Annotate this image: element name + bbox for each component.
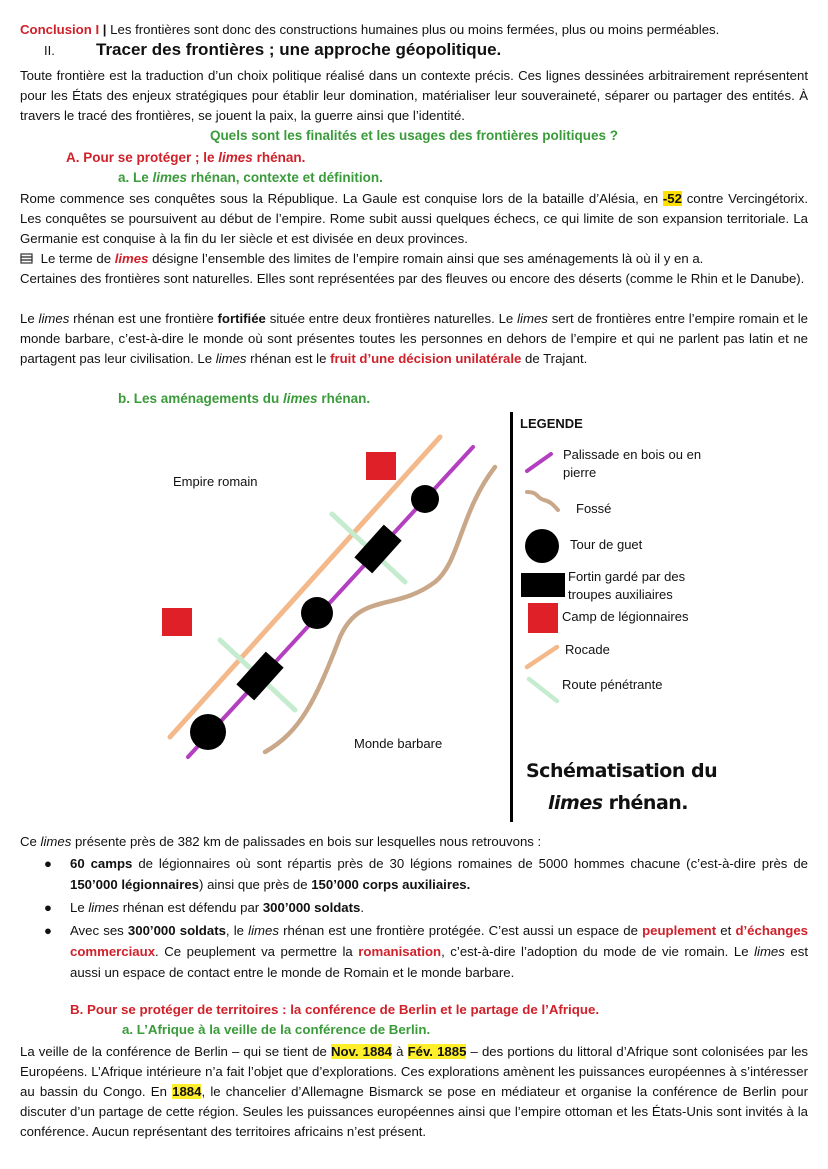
legend-title: LEGENDE: [520, 416, 583, 431]
diagram-caption-line2: limes rhénan.: [548, 792, 689, 814]
legend-panel: [510, 412, 740, 822]
tour-de-guet-2: [301, 597, 333, 629]
legend-swatch-tour: [524, 528, 560, 564]
legend-label-tour: Tour de guet: [570, 537, 643, 552]
rome-paragraph: Rome commence ses conquêtes sous la République. La Gaule est conquise lors de la bataille d’Alésia, en -52 contre Vercingétorix. Les conquêtes se poursuivent au début de l’empire. Rome subit aussi quelques échecs, ce qui limite de son expansion territoriale. La Germanie est conquise à la fin du Ier siècle et est divisée en deux provinces.: [20, 191, 808, 246]
legend-label-route: Route pénétrante: [562, 677, 663, 692]
definition-paragraph: Le terme de limes désigne l’ensemble des limites de l’empire romain ainsi que ses aménagements là où il y en a.: [20, 249, 808, 269]
tour-de-guet-3: [190, 714, 226, 750]
label-empire-romain: Empire romain: [173, 474, 258, 489]
conclusion-label: Conclusion I: [20, 22, 100, 37]
fosse-line: [265, 467, 495, 752]
legend-label-palissade: Palissade en bois ou en pierre: [563, 447, 702, 480]
diagram-caption-line1: Schématisation du: [526, 760, 718, 782]
facts-intro: Ce limes présente près de 382 km de palissades en bois sur lesquelles nous retrouvons :: [20, 834, 542, 849]
natural-borders-paragraph: Certaines des frontières sont naturelles. Elles sont représentées par des fleuves ou encore des déserts (comme le Rhin et le Danube).: [20, 271, 805, 286]
section-b-heading: B. Pour se protéger de territoires : la conférence de Berlin et le partage de l’Afrique.: [70, 1002, 600, 1017]
list-item: ● Avec ses 300’000 soldats, le limes rhénan est une frontière protégée. C’est aussi un espace de peuplement et d’échanges commerciaux. Ce peuplement va permettre la romanisation, c’est-à-dire l’adoption du mode de vie romain. Le limes est aussi un espace de contact entre le monde de Romain et le monde barbare.: [44, 923, 808, 980]
label-monde-barbare: Monde barbare: [354, 736, 443, 751]
date-highlight: -52: [662, 191, 682, 206]
legend-swatch-palissade: [524, 450, 554, 474]
legend-label-rocade: Rocade: [565, 642, 610, 657]
legend-swatch-fortin: [520, 572, 566, 598]
legend-divider: [510, 412, 513, 822]
section-b-sub-a: a. L’Afrique à la veille de la conférence de Berlin.: [122, 1022, 431, 1037]
legend-swatch-fosse: [524, 488, 560, 512]
sub-a-heading: a. Le limes rhénan, contexte et définition.: [118, 170, 383, 185]
legend-swatch-rocade: [524, 644, 560, 670]
part2-heading: II. Tracer des frontières ; une approche géopolitique.: [44, 40, 502, 59]
camp-legionnaires-2: [162, 608, 192, 636]
legend-label-fosse: Fossé: [576, 501, 612, 516]
facts-list: [22, 853, 808, 985]
tour-de-guet-1: [411, 485, 439, 513]
legend-swatch-camp: [527, 602, 559, 634]
conclusion-line: Conclusion I | Les frontières sont donc des constructions humaines plus ou moins fermées, plus ou moins perméables.: [20, 22, 720, 37]
legend-label-camp: Camp de légionnaires: [562, 609, 689, 624]
section-a-heading: A. Pour se protéger ; le limes rhénan.: [66, 150, 306, 165]
section-question: Quels sont les finalités et les usages des frontières politiques ?: [209, 128, 619, 143]
sub-b-heading: b. Les aménagements du limes rhénan.: [118, 391, 371, 406]
list-item: ● Le limes rhénan est défendu par 300’000 soldats.: [44, 900, 365, 915]
limes-diagram: [140, 412, 510, 812]
intro-paragraph: Toute frontière est la traduction d’un choix politique réalisé dans un contexte précis. Ces lignes dessinées arbitrairement représentent pour les États des enjeux stratégiques pour établir leur domination, matérialiser leur souveraineté, séparer ou partager des entités. À travers le tracé des frontières, se jouent la paix, la guerre ainsi que l’identité.: [20, 68, 808, 123]
legend-label-fortin: Fortin gardé par des troupes auxiliaires: [568, 569, 686, 602]
camp-legionnaires-1: [366, 452, 396, 480]
berlin-paragraph: La veille de la conférence de Berlin – qui se tient de Nov. 1884 à Fév. 1885 – des portions du littoral d’Afrique sont colonisées par les Européens. L’Afrique intérieure n’a fait l’objet que d’explorations. Ces explorations amènent les puissances européennes à s’intéresser au bassin du Congo. En 1884, le chancelier d’Allemagne Bismarck se pose en médiateur et organise la conférence de Berlin pour discuter d’un partage de cette région. Seules les puissances européennes ainsi que l’empire ottoman et les États-Unis sont invités à la conférence. Aucun représentant des territoires africains n’est présent.: [20, 1044, 808, 1139]
books-icon: [20, 250, 33, 261]
legend-swatch-route: [526, 676, 560, 704]
list-item: ● 60 camps de légionnaires où sont répartis près de 30 légions romaines de 5000 hommes chacune (c’est-à-dire près de 150’000 légionnaires) ainsi que près de 150’000 corps auxiliaires.: [44, 856, 808, 892]
limes-paragraph: Le limes rhénan est une frontière fortifiée située entre deux frontières naturelles. Le limes sert de frontières entre l’empire romain et le monde barbare, c’est-à-dire le monde où sont présentes toutes les personnes en dehors de l’empire et qui ne parlent pas latin et ne partagent pas leur civilisation. Le limes rhénan est le fruit d’une décision unilatérale de Trajant.: [20, 311, 809, 366]
